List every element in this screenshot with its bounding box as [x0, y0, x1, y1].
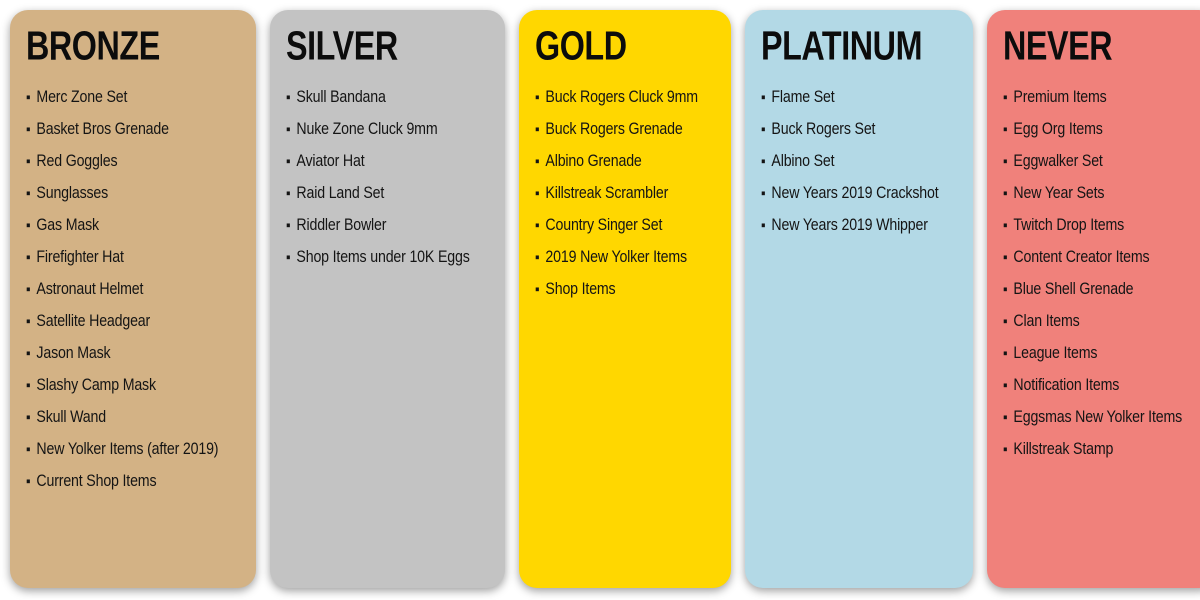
item-label: Astronaut Helmet — [36, 280, 144, 299]
item-label: Firefighter Hat — [36, 248, 124, 267]
item-label: Buck Rogers Cluck 9mm — [545, 88, 699, 107]
bullet-icon: ▪ — [26, 249, 31, 267]
tier-card-silver — [270, 10, 506, 588]
list-item — [286, 82, 470, 114]
list-item — [26, 402, 218, 434]
item-label: Riddler Bowler — [296, 216, 386, 235]
bullet-icon: ▪ — [535, 121, 540, 139]
list-item — [1003, 114, 1182, 146]
tier-title: GOLD — [535, 23, 627, 70]
tier-title: BRONZE — [26, 23, 160, 70]
item-label: Killstreak Scrambler — [545, 184, 669, 203]
item-label: Raid Land Set — [296, 184, 384, 203]
bullet-icon: ▪ — [285, 217, 291, 235]
list-item — [1003, 210, 1182, 242]
item-label: Buck Rogers Grenade — [545, 120, 683, 139]
item-label: Slashy Camp Mask — [36, 376, 156, 395]
list-item — [1003, 146, 1182, 178]
list-item — [1003, 306, 1182, 338]
item-label: Egg Org Items — [1013, 120, 1103, 139]
bullet-icon: ▪ — [1003, 345, 1008, 363]
bullet-icon: ▪ — [760, 153, 766, 171]
list-item — [1003, 82, 1182, 114]
list-item — [535, 114, 698, 146]
item-label: Content Creator Items — [1013, 248, 1150, 267]
bullet-icon: ▪ — [285, 89, 291, 107]
bullet-icon: ▪ — [26, 377, 31, 395]
item-label: Notification Items — [1013, 376, 1120, 395]
list-item — [26, 338, 218, 370]
tier-card-gold — [519, 10, 730, 588]
bullet-icon: ▪ — [535, 217, 540, 235]
list-item — [535, 178, 698, 210]
bullet-icon: ▪ — [26, 441, 31, 459]
bullet-icon: ▪ — [26, 313, 31, 331]
list-item — [535, 274, 698, 306]
item-label: Killstreak Stamp — [1013, 440, 1114, 459]
item-label: Clan Items — [1013, 312, 1080, 331]
item-label: League Items — [1013, 344, 1098, 363]
item-label: New Years 2019 Whipper — [771, 216, 928, 235]
bullet-icon: ▪ — [1003, 153, 1008, 171]
list-item — [26, 114, 218, 146]
list-item — [26, 210, 218, 242]
list-item — [26, 306, 218, 338]
bullet-icon: ▪ — [1003, 249, 1008, 267]
bullet-icon: ▪ — [760, 185, 766, 203]
list-item — [286, 146, 470, 178]
bullet-icon: ▪ — [1003, 121, 1008, 139]
list-item — [535, 82, 698, 114]
bullet-icon: ▪ — [26, 473, 31, 491]
bullet-icon: ▪ — [1003, 441, 1008, 459]
bullet-icon: ▪ — [535, 185, 540, 203]
bullet-icon: ▪ — [285, 121, 291, 139]
item-label: 2019 New Yolker Items — [545, 248, 688, 267]
bullet-icon: ▪ — [26, 185, 31, 203]
bullet-icon: ▪ — [535, 153, 540, 171]
item-label: Albino Set — [771, 152, 835, 171]
list-item — [1003, 242, 1182, 274]
list-item — [286, 242, 470, 274]
bullet-icon: ▪ — [1003, 281, 1008, 299]
list-item — [286, 114, 470, 146]
bullet-icon: ▪ — [1003, 185, 1008, 203]
list-item — [1003, 178, 1182, 210]
bullet-icon: ▪ — [285, 153, 291, 171]
list-item — [26, 466, 218, 498]
list-item — [1003, 402, 1182, 434]
list-item — [1003, 274, 1182, 306]
item-label: Buck Rogers Set — [771, 120, 876, 139]
bullet-icon: ▪ — [26, 409, 31, 427]
bullet-icon: ▪ — [535, 281, 540, 299]
tier-list — [26, 82, 250, 498]
item-label: Satellite Headgear — [36, 312, 151, 331]
list-item — [286, 210, 470, 242]
list-item — [286, 178, 470, 210]
bullet-icon: ▪ — [760, 217, 766, 235]
item-label: Current Shop Items — [36, 472, 157, 491]
bullet-icon: ▪ — [26, 89, 31, 107]
list-item — [535, 242, 698, 274]
item-label: Eggwalker Set — [1013, 152, 1103, 171]
item-label: Red Goggles — [36, 152, 118, 171]
list-item — [761, 82, 938, 114]
list-item — [535, 146, 698, 178]
bullet-icon: ▪ — [26, 217, 31, 235]
list-item — [761, 210, 938, 242]
bullet-icon: ▪ — [285, 185, 291, 203]
bullet-icon: ▪ — [1003, 313, 1008, 331]
list-item — [1003, 370, 1182, 402]
bullet-icon: ▪ — [1003, 409, 1008, 427]
list-item — [26, 178, 218, 210]
item-label: Albino Grenade — [545, 152, 642, 171]
item-label: Merc Zone Set — [36, 88, 128, 107]
item-label: New Yolker Items (after 2019) — [36, 440, 219, 459]
list-item — [1003, 434, 1182, 466]
bullet-icon: ▪ — [26, 281, 31, 299]
tier-title: NEVER — [1003, 23, 1113, 70]
bullet-icon: ▪ — [760, 121, 766, 139]
item-label: Skull Bandana — [296, 88, 386, 107]
list-item — [761, 178, 938, 210]
item-label: Country Singer Set — [545, 216, 663, 235]
bullet-icon: ▪ — [1003, 89, 1008, 107]
tier-card-never — [987, 10, 1200, 588]
list-item — [26, 370, 218, 402]
tier-card-platinum — [745, 10, 973, 588]
bullet-icon: ▪ — [760, 89, 766, 107]
item-label: Nuke Zone Cluck 9mm — [296, 120, 438, 139]
bullet-icon: ▪ — [1003, 377, 1008, 395]
tier-list — [535, 82, 724, 306]
tier-list — [761, 82, 967, 242]
item-label: Blue Shell Grenade — [1013, 280, 1134, 299]
list-item — [535, 210, 698, 242]
tier-card-bronze — [10, 10, 256, 588]
bullet-icon: ▪ — [26, 345, 31, 363]
item-label: Sunglasses — [36, 184, 109, 203]
item-label: Skull Wand — [36, 408, 106, 427]
item-label: Gas Mask — [36, 216, 99, 235]
list-item — [26, 242, 218, 274]
item-label: Twitch Drop Items — [1013, 216, 1125, 235]
tier-title: SILVER — [285, 23, 398, 70]
bullet-icon: ▪ — [285, 249, 291, 267]
bullet-icon: ▪ — [1003, 217, 1008, 235]
item-label: Eggsmas New Yolker Items — [1013, 408, 1183, 427]
bullet-icon: ▪ — [535, 249, 540, 267]
item-label: Premium Items — [1013, 88, 1107, 107]
item-label: New Year Sets — [1013, 184, 1105, 203]
item-label: Basket Bros Grenade — [36, 120, 169, 139]
list-item — [26, 146, 218, 178]
list-item — [761, 114, 938, 146]
list-item — [26, 274, 218, 306]
tier-title: PLATINUM — [760, 23, 922, 70]
tier-list — [286, 82, 500, 274]
list-item — [26, 82, 218, 114]
item-label: Shop Items under 10K Eggs — [296, 248, 470, 267]
item-label: New Years 2019 Crackshot — [771, 184, 939, 203]
bullet-icon: ▪ — [26, 153, 31, 171]
item-label: Aviator Hat — [296, 152, 365, 171]
bullet-icon: ▪ — [26, 121, 31, 139]
item-label: Shop Items — [545, 280, 616, 299]
list-item — [26, 434, 218, 466]
item-label: Jason Mask — [36, 344, 111, 363]
item-label: Flame Set — [771, 88, 835, 107]
tier-list — [1003, 82, 1200, 466]
bullet-icon: ▪ — [535, 89, 540, 107]
list-item — [1003, 338, 1182, 370]
list-item — [761, 146, 938, 178]
